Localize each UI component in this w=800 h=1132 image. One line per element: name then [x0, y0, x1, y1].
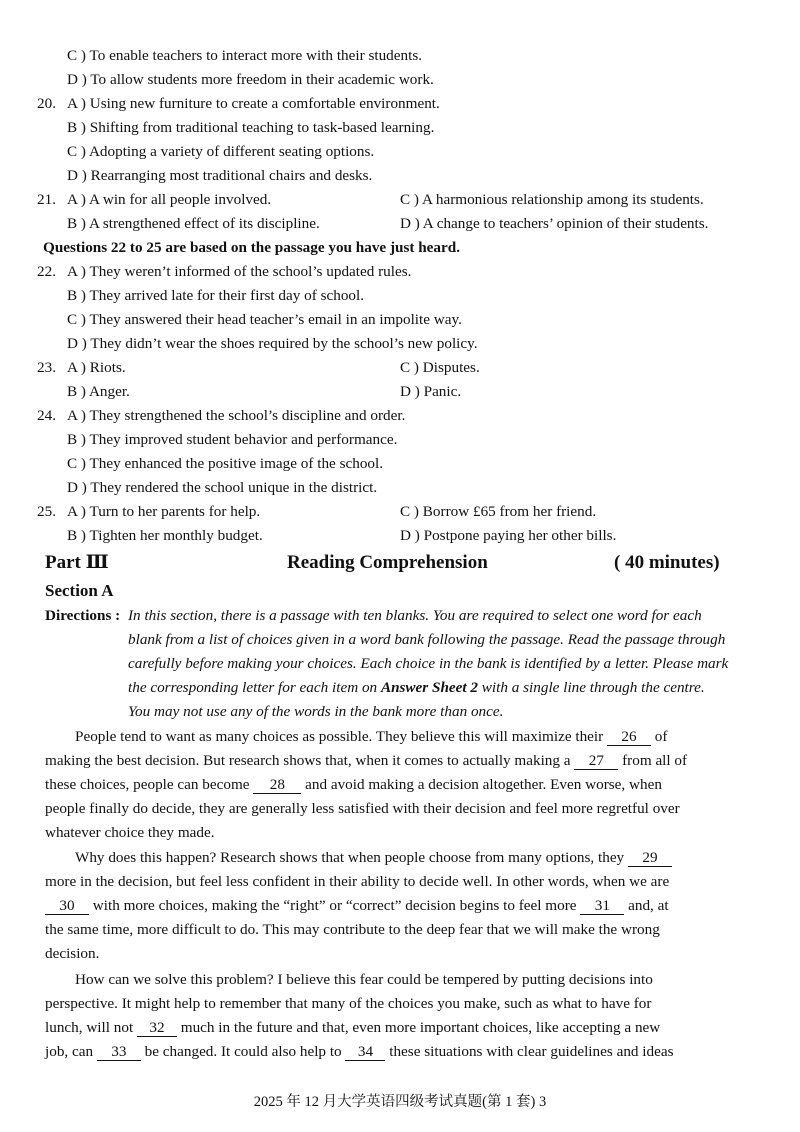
- p1-line-1-tail: of: [654, 728, 668, 745]
- p1-line-4: people finally do decide, they are generally less satisfied with their decision and feel more regretful over: [45, 800, 680, 817]
- p2-line-2: more in the decision, but feel less confident in their ability to decide well. In other words, when we are: [45, 873, 670, 890]
- q22-option-d: D ) They didn’t wear the shoes required by the school’s new policy.: [67, 335, 478, 352]
- q23-option-b: B ) Anger.: [67, 383, 130, 400]
- p3-line-4-text: job, can: [45, 1043, 94, 1060]
- answer-sheet-label: Answer Sheet 2: [380, 679, 478, 696]
- p1-line-3: [45, 775, 662, 795]
- q22-option-b: B ) They arrived late for their first day of school.: [67, 287, 365, 304]
- q19-option-d: D ) To allow students more freedom in their academic work.: [67, 71, 434, 88]
- q22-option-a: A ) They weren’t informed of the school’s updated rules.: [67, 263, 412, 280]
- q24-option-c: C ) They enhanced the positive image of the school.: [67, 455, 384, 472]
- p3-line-4-tail: these situations with clear guidelines and ideas: [389, 1043, 674, 1060]
- q20-option-d: D ) Rearranging most traditional chairs and desks.: [67, 167, 373, 184]
- part-time: ( 40 minutes): [614, 552, 720, 573]
- part-title: Reading Comprehension: [287, 552, 488, 573]
- directions-line-3: carefully before making your choices. Each choice in the bank is identified by a letter. Please mark: [128, 655, 729, 672]
- p3-line-3-text: lunch, will not: [45, 1019, 134, 1036]
- q21-option-b: B ) A strengthened effect of its discipline.: [67, 215, 320, 232]
- q20-option-a: A ) Using new furniture to create a comfortable environment.: [67, 95, 440, 112]
- p1-line-3-text: these choices, people can become: [45, 776, 250, 793]
- p1-line-2-text: making the best decision. But research shows that, when it comes to actually making a: [45, 752, 571, 769]
- p1-line-2-tail: from all of: [622, 752, 688, 769]
- p2-line-1: [75, 848, 672, 868]
- p2-line-3-tail: and, at: [628, 897, 669, 914]
- q19-option-c: C ) To enable teachers to interact more with their students.: [67, 47, 423, 64]
- q25-number: 25.: [37, 503, 56, 520]
- p1-line-2: [45, 751, 687, 771]
- q25-option-b: B ) Tighten her monthly budget.: [67, 527, 263, 544]
- q23-option-d: D ) Panic.: [400, 383, 462, 400]
- blank-33: 33: [97, 1043, 141, 1061]
- directions-line-2: blank from a list of choices given in a word bank following the passage. Read the passage through: [128, 631, 726, 648]
- q20-option-c: C ) Adopting a variety of different seating options.: [67, 143, 375, 160]
- blank-29: 29: [628, 849, 672, 867]
- q20-option-b: B ) Shifting from traditional teaching to task-based learning.: [67, 119, 435, 136]
- q21-option-c: C ) A harmonious relationship among its students.: [400, 191, 704, 208]
- blank-30: 30: [45, 897, 89, 915]
- p1-line-1: [75, 727, 667, 747]
- blank-27: 27: [574, 752, 618, 770]
- q25-option-d: D ) Postpone paying her other bills.: [400, 527, 617, 544]
- directions-line-1: In this section, there is a passage with ten blanks. You are required to select one word for each: [128, 607, 702, 624]
- p3-line-4-mid: be changed. It could also help to: [144, 1043, 342, 1060]
- p3-line-2: perspective. It might help to remember that many of the choices you make, such as what to have for: [45, 995, 652, 1012]
- q20-number: 20.: [37, 95, 56, 112]
- q22-option-c: C ) They answered their head teacher’s email in an impolite way.: [67, 311, 462, 328]
- blank-28: 28: [253, 776, 301, 794]
- p3-line-4: [45, 1042, 674, 1062]
- q24-number: 24.: [37, 407, 56, 424]
- q21-number: 21.: [37, 191, 56, 208]
- page-footer: 2025 年 12 月大学英语四级考试真题(第 1 套) 3: [253, 1094, 547, 1110]
- p1-line-3-tail: and avoid making a decision altogether. Even worse, when: [305, 776, 662, 793]
- q21-option-a: A ) A win for all people involved.: [67, 191, 272, 208]
- p1-line-5: whatever choice they made.: [45, 824, 215, 841]
- p1-line-1-text: People tend to want as many choices as possible. They believe this will maximize their: [75, 728, 604, 745]
- directions-label: Directions :: [45, 607, 121, 624]
- p3-line-1: How can we solve this problem? I believe this fear could be tempered by putting decisions into: [75, 971, 653, 988]
- q25-option-a: A ) Turn to her parents for help.: [67, 503, 261, 520]
- directions-line-4-post: with a single line through the centre.: [478, 679, 705, 696]
- q21-option-d: D ) A change to teachers’ opinion of their students.: [400, 215, 709, 232]
- p2-line-3: [45, 896, 669, 916]
- passage-heading: Questions 22 to 25 are based on the passage you have just heard.: [43, 239, 460, 256]
- directions-line-5: You may not use any of the words in the bank more than once.: [128, 703, 504, 720]
- p3-line-3-tail: much in the future and that, even more important choices, like accepting a new: [180, 1019, 661, 1036]
- blank-31: 31: [580, 897, 624, 915]
- p2-line-1-text: Why does this happen? Research shows that when people choose from many options, they: [75, 849, 625, 866]
- q23-number: 23.: [37, 359, 56, 376]
- part-label: Part Ⅲ: [45, 552, 109, 573]
- q23-option-a: A ) Riots.: [67, 359, 126, 376]
- directions-line-4-pre: the corresponding letter for each item on: [128, 679, 381, 696]
- q24-option-a: A ) They strengthened the school’s discipline and order.: [67, 407, 406, 424]
- p2-line-5: decision.: [45, 945, 100, 962]
- p2-line-3-text: with more choices, making the “right” or “correct” decision begins to feel more: [92, 897, 577, 914]
- q23-option-c: C ) Disputes.: [400, 359, 480, 376]
- p2-line-4: the same time, more difficult to do. This may contribute to the deep fear that we will make the wrong: [45, 921, 660, 938]
- blank-32: 32: [137, 1019, 177, 1037]
- p3-line-3: [45, 1018, 660, 1038]
- q25-option-c: C ) Borrow £65 from her friend.: [400, 503, 597, 520]
- directions-line-4: [128, 678, 740, 698]
- blank-34: 34: [345, 1043, 385, 1061]
- section-title: Section A: [45, 581, 114, 600]
- q22-number: 22.: [37, 263, 56, 280]
- q24-option-d: D ) They rendered the school unique in the district.: [67, 479, 378, 496]
- blank-26: 26: [607, 728, 651, 746]
- q24-option-b: B ) They improved student behavior and performance.: [67, 431, 398, 448]
